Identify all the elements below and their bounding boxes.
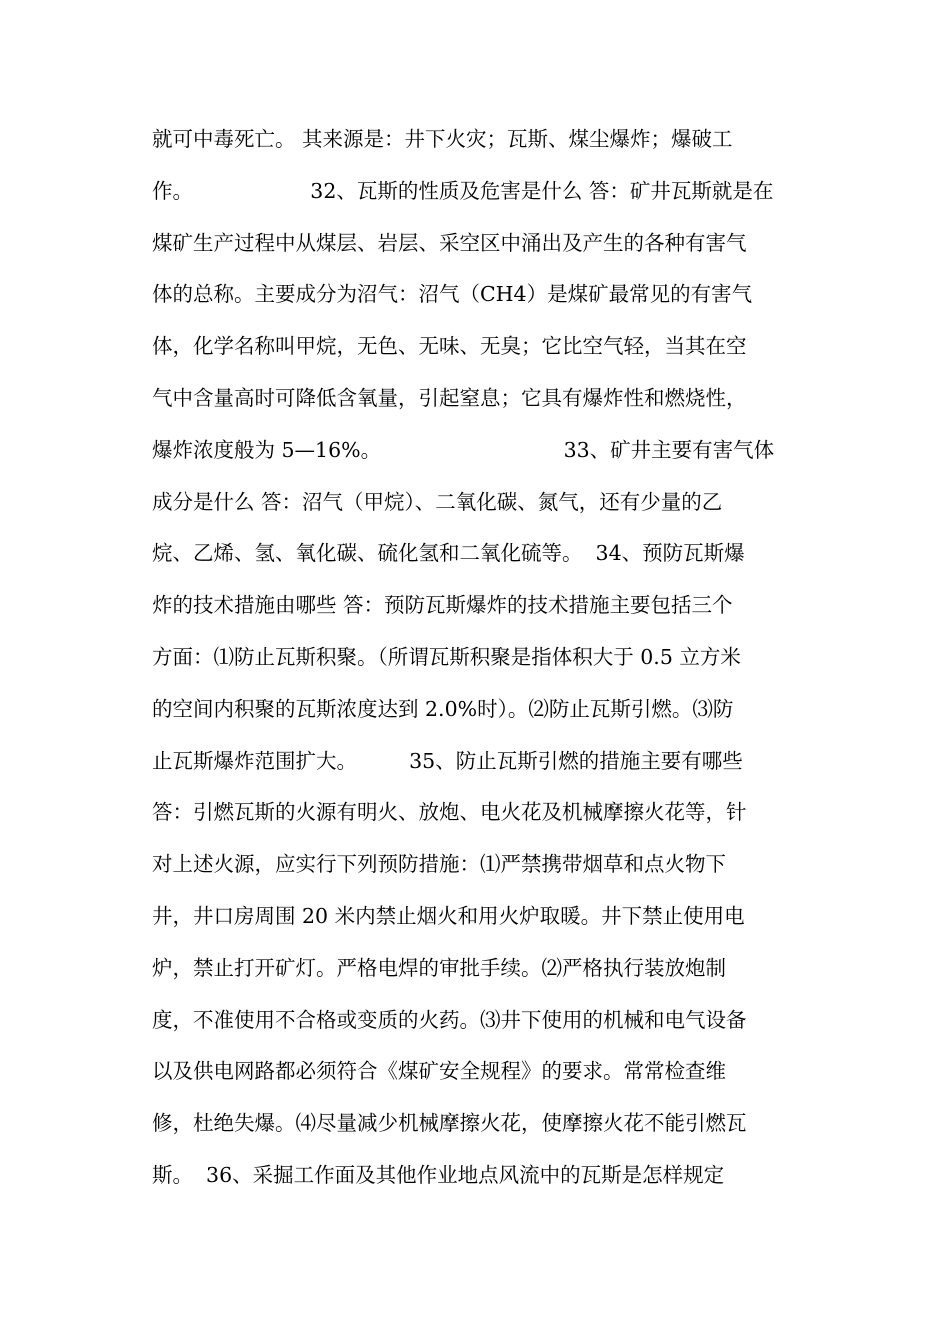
text-line-15: 对上述火源，应实行下列预防措施：⑴严禁携带烟草和点火物下 — [152, 852, 726, 877]
text-line-17: 炉，禁止打开矿灯。严格电焊的审批手续。⑵严格执行装放炮制 — [152, 955, 726, 980]
text-line-8: 成分是什么 答：沼气（甲烷）、二氧化碳、氮气，还有少量的乙 — [152, 489, 723, 514]
text-line-5: 体，化学名称叫甲烷，无色、无味、无臭；它比空气轻，当其在空 — [152, 334, 747, 359]
text-line-20: 修，杜绝失爆。⑷尽量减少机械摩擦火花，使摩擦火花不能引燃瓦 — [152, 1111, 747, 1136]
text-line-7: 爆炸浓度般为 5—16%。 33、矿井主要有害气体 — [152, 437, 775, 462]
text-line-14: 答：引燃瓦斯的火源有明火、放炮、电火花及机械摩擦火花等，针 — [152, 800, 747, 825]
text-line-12: 的空间内积聚的瓦斯浓度达到 2.0%时）。⑵防止瓦斯引燃。⑶防 — [152, 696, 734, 721]
text-line-21: 斯。 36、采掘工作面及其他作业地点风流中的瓦斯是怎样规定 — [152, 1162, 725, 1187]
text-line-11: 方面：⑴防止瓦斯积聚。（所谓瓦斯积聚是指体积大于 0.5 立方米 — [152, 644, 741, 669]
text-line-19: 以及供电网路都必须符合《煤矿安全规程》的要求。常常检查维 — [152, 1059, 726, 1084]
text-line-13: 止瓦斯爆炸范围扩大。 35、防止瓦斯引燃的措施主要有哪些 — [152, 748, 743, 773]
text-line-16: 井，井口房周围 20 米内禁止烟火和用火炉取暖。井下禁止使用电 — [152, 903, 745, 928]
body-text — [152, 120, 812, 1208]
text-line-18: 度，不准使用不合格或变质的火药。⑶井下使用的机械和电气设备 — [152, 1007, 747, 1032]
text-line-10: 炸的技术措施由哪些 答：预防瓦斯爆炸的技术措施主要包括三个 — [152, 593, 733, 618]
text-line-9: 烷、乙烯、氢、氧化碳、硫化氢和二氧化硫等。 34、预防瓦斯爆 — [152, 541, 745, 566]
text-line-3: 煤矿生产过程中从煤层、岩层、采空区中涌出及产生的各种有害气 — [152, 230, 747, 255]
text-line-2: 作。 32、瓦斯的性质及危害是什么 答：矿井瓦斯就是在 — [152, 178, 774, 203]
text-line-6: 气中含量高时可降低含氧量，引起窒息；它具有爆炸性和燃烧性， — [152, 385, 747, 410]
text-line-4: 体的总称。主要成分为沼气：沼气（CH4）是煤矿最常见的有害气 — [152, 282, 753, 307]
text-line-1: 就可中毒死亡。 其来源是：井下火灾；瓦斯、煤尘爆炸；爆破工 — [152, 127, 733, 151]
